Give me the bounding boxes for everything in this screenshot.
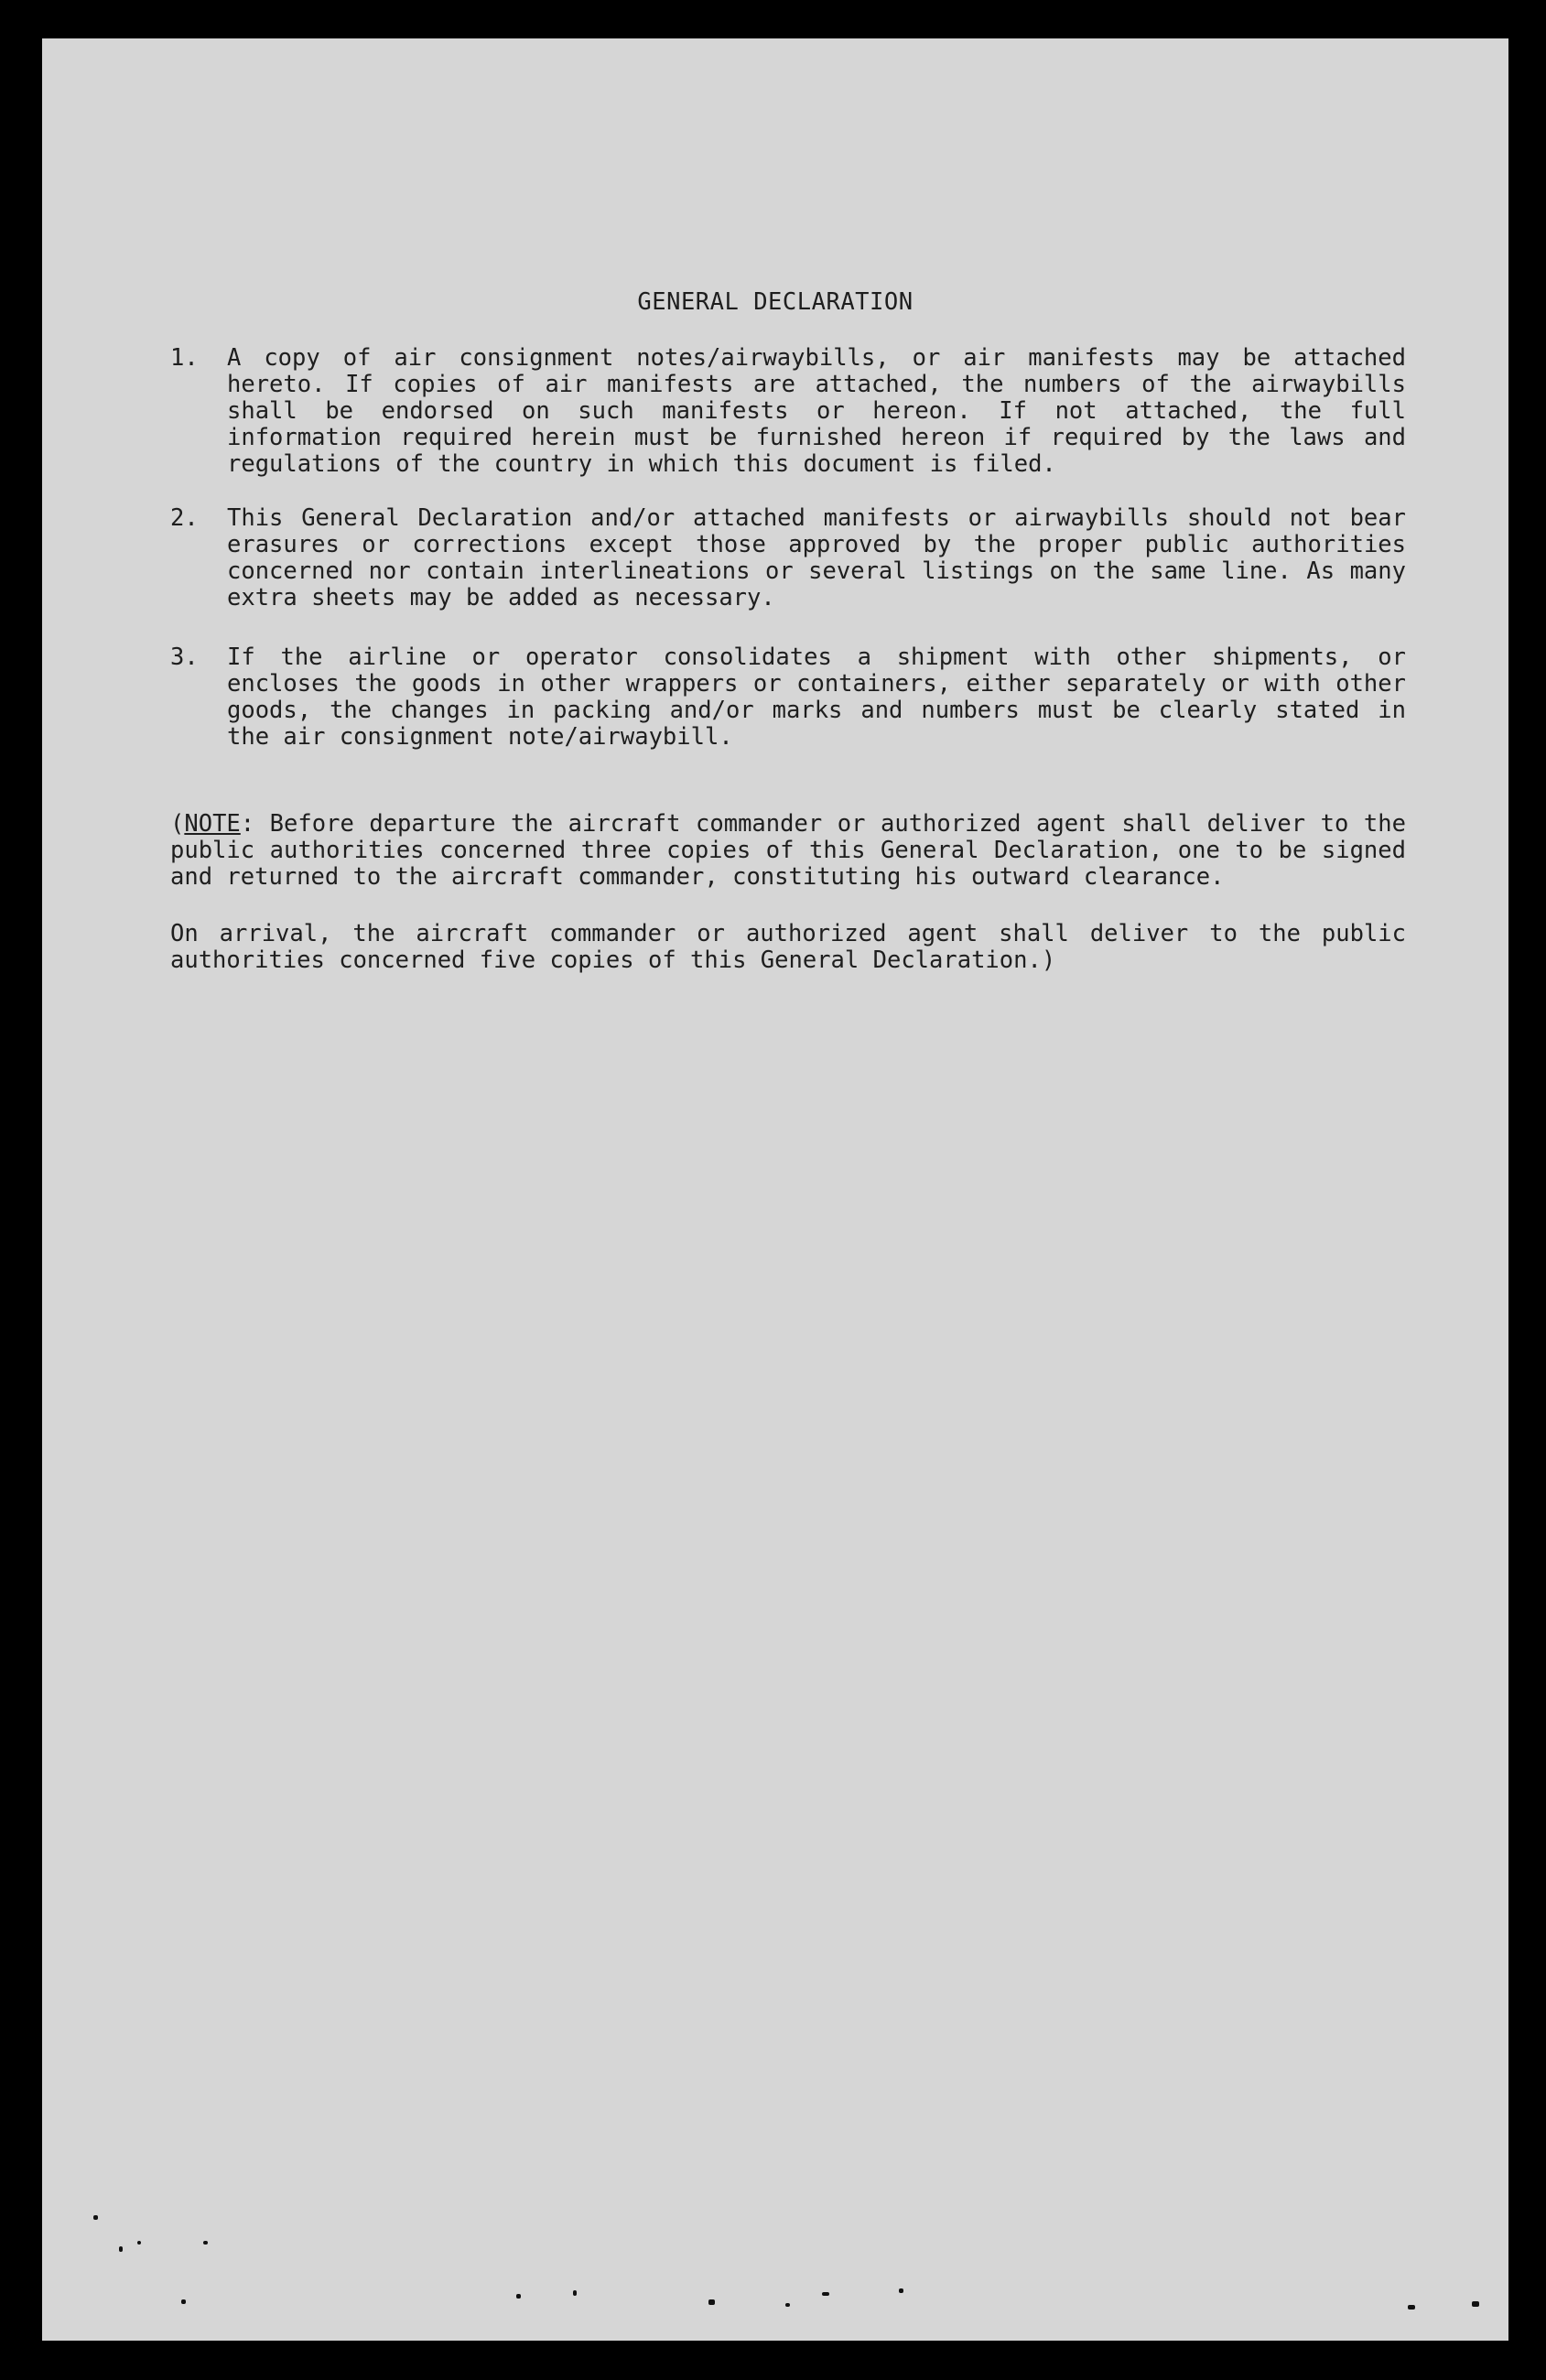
note-open-paren: (: [170, 810, 185, 838]
item-number: 3.: [170, 644, 199, 671]
item-text: If the airline or operator consolidates a shipment with other shipments, or encloses the goods in other wrappers or containers, either separately or with other goods, the changes in packing and/or marks and numbers must be clearly stated in the air consignment note/airwaybill.: [227, 644, 1406, 751]
scan-speck: [516, 2294, 521, 2299]
note-colon: :: [240, 810, 255, 838]
scan-speck: [899, 2288, 903, 2293]
item-number: 1.: [170, 344, 199, 372]
scan-speck: [119, 2246, 123, 2252]
item-text: A copy of air consignment notes/airwaybills, or air manifests may be attached hereto. If copies of air manifests are attached, the numbers of the airwaybills shall be endorsed on such manifests or hereon. If not attached, the full information required herein must be furnished hereon if required by the laws and regulations of the country in which this document is filed.: [227, 344, 1406, 478]
scan-speck: [181, 2299, 186, 2304]
scan-speck: [93, 2215, 98, 2220]
document-title: GENERAL DECLARATION: [637, 288, 914, 316]
scan-speck: [1408, 2305, 1415, 2310]
scan-speck: [785, 2303, 790, 2307]
scan-speck: [1472, 2301, 1479, 2307]
item-text: This General Declaration and/or attached manifests or airwaybills should not bear erasures or corrections except those approved by the proper public authorities concerned nor contain interlineations or several listings on the same line. As many extra sheets may be added as necessary.: [227, 504, 1406, 611]
scan-speck: [573, 2290, 577, 2296]
note-label: NOTE: [184, 810, 241, 838]
arrival-paragraph: On arrival, the aircraft commander or authorized agent shall deliver to the public authorities concerned five copies of this General Declaration.): [170, 920, 1406, 974]
note-paragraph: [170, 811, 1406, 891]
scan-speck: [822, 2292, 829, 2296]
scan-speck: [137, 2241, 141, 2245]
scan-speck: [203, 2241, 208, 2245]
item-number: 2.: [170, 504, 199, 532]
document-page: [42, 38, 1508, 2341]
note-text: Before departure the aircraft commander or authorized agent shall deliver to the public authorities concerned three copies of this General Declaration, one to be signed and returned to the aircraft commander, constituting his outward clearance.: [170, 810, 1406, 891]
scan-speck: [708, 2299, 715, 2305]
